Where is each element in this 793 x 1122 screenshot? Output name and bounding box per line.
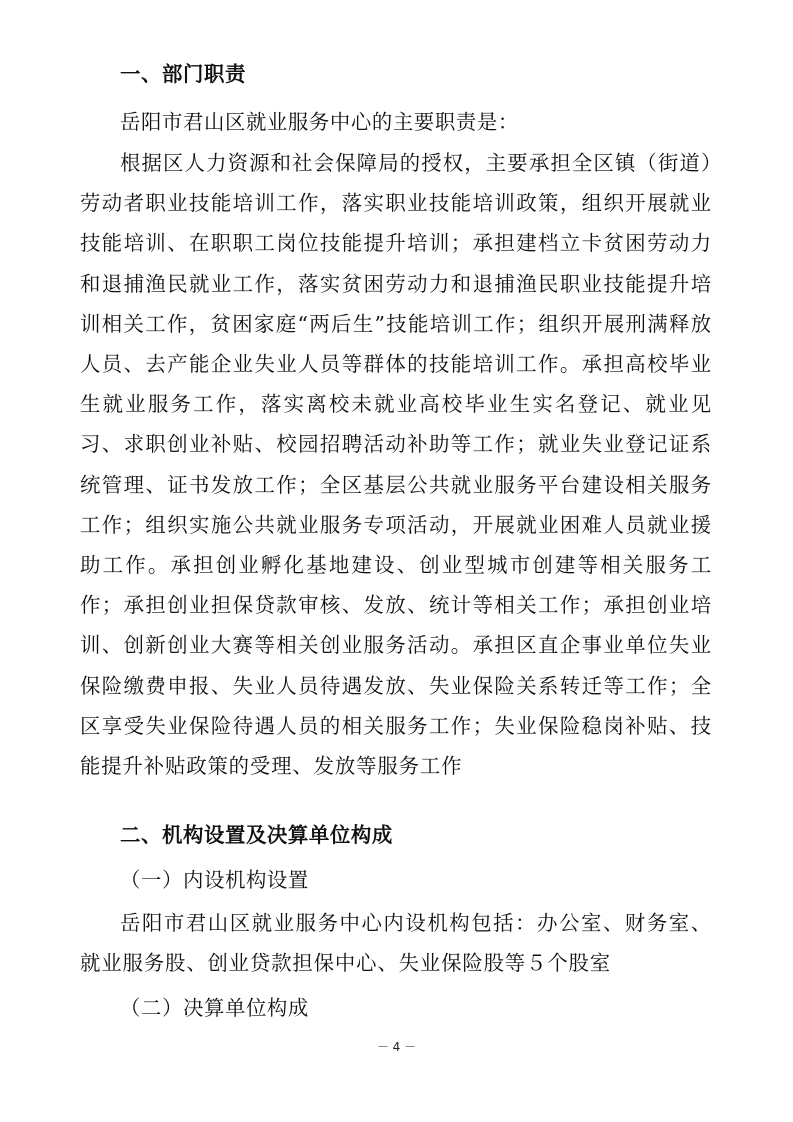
- section-heading-organization: 二、机构设置及决算单位构成: [120, 823, 393, 847]
- subsection-heading-unit-composition: （二）决算单位构成: [120, 996, 309, 1020]
- subsection-heading-internal-structure: （一）内设机构设置: [120, 868, 309, 892]
- duties-body-paragraph: 根据区人力资源和社会保障局的授权，主要承担全区镇（街道）劳动者职业技能培训工作，落实职业技能培训政策，组织开展就业技能培训、在职职工岗位技能提升培训；承担建档立卡贫困劳动力和退捕渔民就业工作，落实贫困劳动力和退捕渔民职业技能提升培训相关工作，贫困家庭“两后生”技能培训工作；组织开展刑满释放人员、去产能企业失业人员等群体的技能培训工作。承担高校毕业生就业服务工作，落实离校未就业高校毕业生实名登记、就业见习、求职创业补贴、校园招聘活动补助等工作；就业失业登记证系统管理、证书发放工作；全区基层公共就业服务平台建设相关服务工作；组织实施公共就业服务专项活动，开展就业困难人员就业援助工作。承担创业孵化基地建设、创业型城市创建等相关服务工作；承担创业担保贷款审核、发放、统计等相关工作；承担创业培训、创新创业大赛等相关创业服务活动。承担区直企事业单位失业保险缴费申报、失业人员待遇发放、失业保险关系转迁等工作；全区享受失业保险待遇人员的相关服务工作；失业保险稳岗补贴、技能提升补贴政策的受理、发放等服务工作: [80, 151, 712, 779]
- duties-intro: 岳阳市君山区就业服务中心的主要职责是：: [120, 110, 519, 134]
- internal-structure-paragraph: 岳阳市君山区就业服务中心内设机构包括：办公室、财务室、就业服务股、创业贷款担保中心、失业保险股等５个股室: [80, 911, 712, 976]
- section-heading-department-duties: 一、部门职责: [120, 62, 246, 86]
- page-number: － 4 －: [376, 1040, 417, 1054]
